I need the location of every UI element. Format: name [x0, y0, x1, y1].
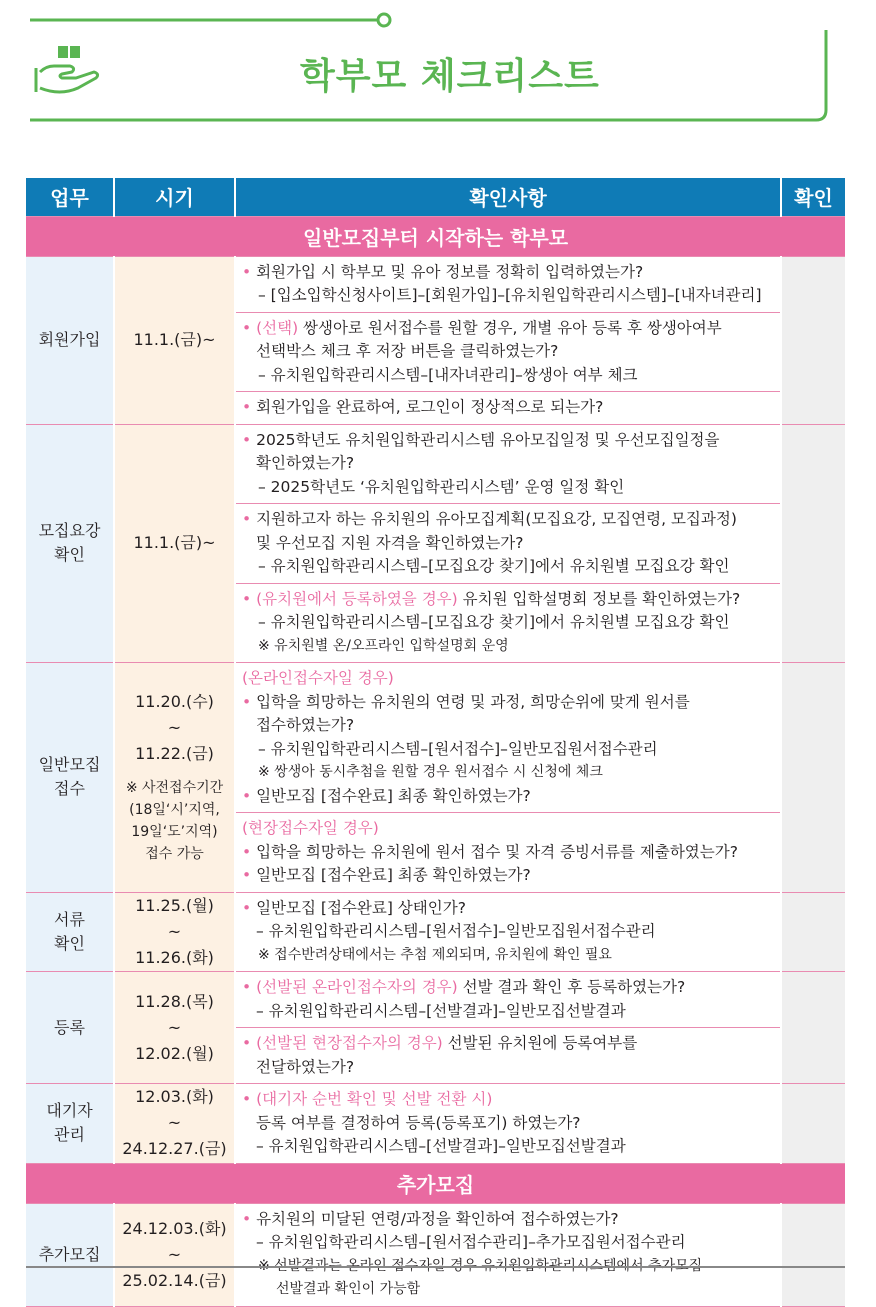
task-label: 확인	[54, 933, 85, 953]
task-label: 일반모집	[38, 755, 101, 775]
period-end: 11.22.(금)	[135, 744, 214, 764]
item-condition: (현장접수자일 경우)	[242, 819, 379, 837]
item-path: – 유치원입학관리시스템–[원서접수]–일반모집원서접수관리	[258, 739, 658, 758]
item-path: – 유치원입학관리시스템–[원서접수관리]–추가모집원서접수관리	[256, 1233, 686, 1251]
period-cell	[114, 892, 235, 972]
item-text: 회원가입 시 학부모 및 유아 정보를 정확히 입력하였는가?	[256, 262, 644, 281]
item-text: 선택박스 체크 후 저장 버튼을 클릭하였는가?	[256, 342, 559, 360]
item-text: 확인하였는가?	[256, 454, 355, 472]
period-cell: 11.1.(금)~	[114, 256, 235, 424]
bullet-icon: •	[242, 1090, 257, 1108]
item-text: 유치원의 미달된 연령/과정을 확인하여 접수하였는가?	[256, 1209, 619, 1228]
period-note-line: 접수 가능	[145, 846, 204, 863]
item-text: 유치원 입학설명회 정보를 확인하였는가?	[457, 589, 741, 608]
period-end: 25.02.14.(금)	[122, 1270, 227, 1290]
check-item	[235, 504, 781, 584]
period-end: 12.02.(월)	[135, 1043, 214, 1063]
period-end: 11.26.(화)	[135, 947, 214, 967]
check-item	[235, 1084, 781, 1164]
section-title-general: 일반모집부터 시작하는 학부모	[26, 216, 845, 256]
section-row-extra	[26, 1163, 845, 1203]
check-item	[235, 1028, 781, 1084]
bullet-icon: •	[242, 262, 257, 281]
period-sep: ~	[167, 921, 182, 941]
period-start: 24.12.03.(화)	[122, 1218, 227, 1238]
item-path: – 유치원입학관리시스템–[모집요강 찾기]에서 유치원별 모집요강 확인	[258, 613, 730, 631]
item-note: ※ 유치원별 온/오프라인 입학설명회 운영	[258, 637, 509, 654]
bullet-icon: •	[242, 398, 257, 416]
confirm-checkbox[interactable]	[781, 256, 845, 424]
item-text: 전달하였는가?	[256, 1057, 355, 1076]
item-text: 2025학년도 유치원입학관리시스템 유아모집일정 및 우선모집일정을	[256, 430, 720, 449]
table-row	[26, 1084, 845, 1164]
item-note: ※ 접수반려상태에서는 추첨 제외되며, 유치원에 확인 필요	[258, 946, 612, 963]
task-label: 접수	[54, 779, 85, 799]
item-condition: (대기자 순번 확인 및 선발 전환 시)	[256, 1090, 493, 1108]
bullet-icon: •	[242, 786, 257, 805]
task-cell	[26, 892, 114, 972]
section-row-general	[26, 216, 845, 256]
task-label: 대기자	[46, 1101, 93, 1121]
page-title: 학부모 체크리스트	[300, 56, 600, 97]
period-note-line: (18일‘시’지역,	[129, 802, 220, 819]
item-path: – 유치원입학관리시스템–[선발결과]–일반모집선발결과	[256, 1137, 626, 1155]
task-cell	[26, 424, 114, 663]
checklist-table	[26, 178, 845, 1307]
check-item	[235, 972, 781, 1028]
bullet-icon: •	[242, 430, 257, 449]
item-condition: (선발된 현장접수자의 경우)	[256, 1034, 443, 1052]
bullet-icon: •	[242, 589, 257, 608]
task-label: 서류	[54, 909, 85, 929]
bottom-divider	[26, 1266, 845, 1268]
item-path: – 유치원입학관리시스템–[선발결과]–일반모집선발결과	[256, 1001, 626, 1020]
confirm-checkbox[interactable]	[781, 424, 845, 663]
bullet-icon: •	[242, 318, 257, 337]
period-start: 11.20.(수)	[135, 692, 214, 712]
table-row	[26, 424, 845, 504]
item-text: 입학을 희망하는 유치원에 원서 접수 및 자격 증빙서류를 제출하였는가?	[256, 842, 738, 861]
item-condition: (온라인접수자일 경우)	[242, 669, 394, 687]
table-row	[26, 1203, 845, 1306]
bullet-icon: •	[242, 978, 257, 996]
item-path: – 2025학년도 ‘유치원입학관리시스템’ 운영 일정 확인	[258, 477, 625, 496]
task-label: 관리	[54, 1125, 85, 1145]
bullet-icon: •	[242, 692, 257, 711]
item-text: 접수하였는가?	[256, 716, 355, 734]
item-condition: (선발된 온라인접수자의 경우)	[256, 978, 458, 996]
period-note	[115, 777, 234, 865]
item-text: 일반모집 [접수완료] 최종 확인하였는가?	[256, 866, 531, 884]
confirm-checkbox[interactable]	[781, 1084, 845, 1164]
item-path: – 유치원입학관리시스템–[모집요강 찾기]에서 유치원별 모집요강 확인	[258, 557, 730, 575]
period-note-line: 19일‘도’지역)	[131, 824, 218, 841]
item-text: 회원가입을 완료하여, 로그인이 정상적으로 되는가?	[256, 398, 604, 416]
item-text: 일반모집 [접수완료] 최종 확인하였는가?	[256, 786, 531, 805]
check-item	[235, 663, 781, 813]
confirm-checkbox[interactable]	[781, 972, 845, 1084]
period-start: 11.28.(목)	[135, 991, 214, 1011]
table-row	[26, 972, 845, 1028]
period-cell: 11.1.(금)~	[114, 424, 235, 663]
confirm-checkbox[interactable]	[781, 1203, 845, 1306]
header-task: 업무	[26, 178, 114, 216]
task-cell	[26, 1084, 114, 1164]
item-text: 지원하고자 하는 유치원의 유아모집계획(모집요강, 모집연령, 모집과정)	[256, 510, 737, 528]
table-header-row	[26, 178, 845, 216]
period-end: 24.12.27.(금)	[122, 1139, 227, 1159]
item-text: 입학을 희망하는 유치원의 연령 및 과정, 희망순위에 맞게 원서를	[256, 692, 690, 711]
task-cell: 회원가입	[26, 256, 114, 424]
bullet-icon: •	[242, 1034, 257, 1052]
header-period: 시기	[114, 178, 235, 216]
period-sep: ~	[167, 1244, 182, 1264]
task-cell	[26, 663, 114, 893]
item-text: 선발된 유치원에 등록여부를	[442, 1034, 638, 1052]
check-item	[235, 813, 781, 893]
item-note: 선발결과 확인이 가능함	[276, 1281, 421, 1297]
bullet-icon: •	[242, 898, 257, 917]
confirm-checkbox[interactable]	[781, 663, 845, 893]
item-condition: (선택)	[256, 318, 299, 337]
check-item	[235, 256, 781, 312]
item-text: 및 우선모집 지원 자격을 확인하였는가?	[256, 533, 524, 552]
item-text: 쌍생아로 원서접수를 원할 경우, 개별 유아 등록 후 쌍생아여부	[298, 318, 722, 337]
hand-holding-book-icon	[36, 46, 98, 92]
item-path: – 유치원입학관리시스템–[내자녀관리]–쌍생아 여부 체크	[258, 365, 638, 384]
table-row	[26, 663, 845, 813]
period-sep: ~	[167, 1017, 182, 1037]
bullet-icon: •	[242, 1209, 257, 1228]
header-checkitems: 확인사항	[235, 178, 781, 216]
bullet-icon: •	[242, 866, 257, 884]
period-note-line: ※ 사전접수기간	[125, 780, 224, 797]
task-cell: 등록	[26, 972, 114, 1084]
header-confirm: 확인	[781, 178, 845, 216]
bullet-icon: •	[242, 510, 257, 528]
check-item	[235, 1203, 781, 1306]
period-cell	[114, 663, 235, 893]
section-title-extra: 추가모집	[26, 1163, 845, 1203]
item-text: 일반모집 [접수완료] 상태인가?	[256, 898, 466, 917]
period-start: 11.25.(월)	[135, 895, 214, 915]
check-item	[235, 892, 781, 972]
item-text: 등록 여부를 결정하여 등록(등록포기) 하였는가?	[256, 1113, 581, 1132]
bullet-icon: •	[242, 842, 257, 861]
item-text: 선발 결과 확인 후 등록하였는가?	[457, 978, 686, 996]
period-start: 12.03.(화)	[135, 1087, 214, 1107]
task-label: 확인	[54, 545, 85, 565]
item-path: – 유치원입학관리시스템–[원서접수]–일반모집원서접수관리	[256, 922, 656, 940]
period-cell	[114, 972, 235, 1084]
table-row	[26, 256, 845, 312]
period-cell	[114, 1203, 235, 1306]
task-cell: 추가모집	[26, 1203, 114, 1306]
check-item	[235, 392, 781, 425]
table-row	[26, 892, 845, 972]
confirm-checkbox[interactable]	[781, 892, 845, 972]
period-sep: ~	[167, 1113, 182, 1133]
check-item	[235, 424, 781, 504]
task-label: 모집요강	[38, 521, 101, 541]
period-sep: ~	[167, 718, 182, 738]
item-note: ※ 쌍생아 동시추첨을 원할 경우 원서접수 시 신청에 체크	[258, 764, 603, 780]
item-condition: (유치원에서 등록하였을 경우)	[256, 589, 458, 608]
period-cell	[114, 1084, 235, 1164]
check-item	[235, 583, 781, 663]
check-item	[235, 312, 781, 392]
item-path: – [입소입학신청사이트]–[회원가입]–[유치원입학관리시스템]–[내자녀관리]	[258, 286, 762, 304]
